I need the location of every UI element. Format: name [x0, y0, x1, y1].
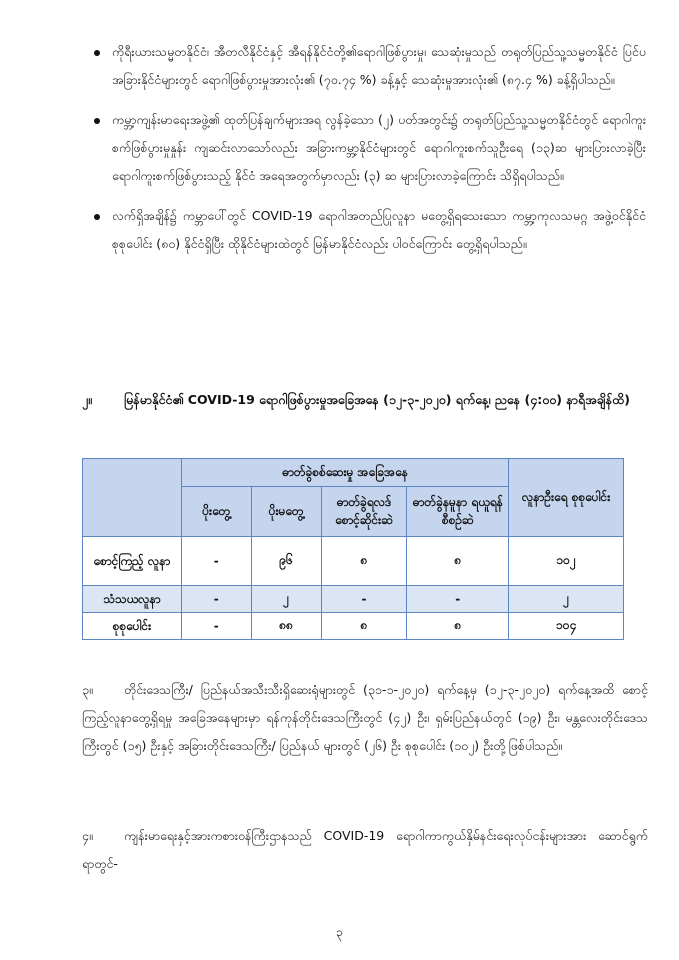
sub-header: ပိုးတွေ့: [181, 487, 251, 537]
bullet-dot-icon: [94, 118, 100, 124]
bullet-text: ကမ္ဘာ့ကျန်းမာရေးအဖွဲ့၏ ထုတ်ပြန်ချက်များအရ လွန်ခဲ့သော (၂) ပတ်အတွင်း၌ တရုတ်ပြည်သူ့သမ္မတနိုင်ငံတွင် ရောဂါကူးစက်ဖြစ်ပွားမှုနှုန်း ကျဆင်းလာသော်လည်း အခြားကမ္ဘာ့နိုင်ငံများတွင် ရောဂါကူးစက်သူဦးရေ (၁၃)ဆ များပြားလာခဲ့ပြီး ရောဂါကူးစက်ဖြစ်ပွားသည့် နိုင်ငံ အရေအတွက်မှာလည်း (၃) ဆ များပြားလာခဲ့ကြောင်း သိရှိရပါသည်။: [112, 112, 646, 183]
paragraph-text: တိုင်းဒေသကြီး/ ပြည်နယ်အသီးသီးရှိဆေးရုံများတွင် (၃၁-၁-၂၀၂၀) ရက်နေ့မှ (၁၂-၃-၂၀၂၀) ရက်နေ့အထိ စောင့်ကြည့်လူနာတွေ့ရှိရမှု အခြေအနေများမှာ ရန်ကုန်တိုင်းဒေသကြီးတွင် (၄၂) ဦး၊ ရှမ်းပြည်နယ်တွင် (၁၉) ဦး၊ မန္တလေးတိုင်းဒေသကြီးတွင် (၁၅) ဦးနှင့် အခြားတိုင်းဒေသကြီး/ ပြည်နယ် များတွင် (၂၆) ဦး စုစုပေါင်း (၁၀၂) ဦးတို့ဖြစ်ပါသည်။: [82, 682, 648, 753]
bullet-text: လက်ရှိအချိန်၌ ကမ္ဘာပေါ်တွင် COVID-19 ရောဂါအတည်ပြုလူနာ မတွေ့ရှိရသေးသော ကမ္ဘာ့ကုလသမဂ္ဂ အဖွဲ့ဝင်နိုင်ငံ စုစုပေါင်း (၈၀) နိုင်ငံရှိပြီး ထိုနိုင်ငံများထဲတွင် မြန်မာနိုင်ငံလည်း ပါဝင်ကြောင်း တွေ့ရှိရပါသည်။: [112, 208, 646, 251]
table-cell: -: [407, 586, 509, 613]
total-header: လူနာဦးရေ စုစုပေါင်း: [509, 459, 624, 537]
bullet-dot-icon: [94, 50, 100, 56]
paragraph-3: [82, 676, 648, 760]
table-row: [83, 586, 624, 613]
table-cell: ၂: [509, 586, 624, 613]
paragraph-4: [82, 822, 648, 878]
paragraph-number: ၄။: [82, 828, 93, 843]
group-header: ဓာတ်ခွဲစစ်ဆေးမှု အခြေအနေ: [181, 459, 508, 487]
page-number: ၃: [336, 925, 343, 939]
section-number: ၂။: [82, 392, 92, 407]
paragraph-number: ၃။: [82, 682, 93, 697]
table-cell: ၈: [407, 613, 509, 640]
row-label: စုစုပေါင်း: [83, 613, 182, 640]
paragraph-text: ကျန်းမာရေးနှင့်အားကစားဝန်ကြီးဌာနသည် COVID-19 ရောဂါကာကွယ်နှိမ်နင်းရေးလုပ်ငန်းများအား ဆောင်ရွက်ရာတွင်-: [82, 828, 648, 871]
row-label: စောင့်ကြည့် လူနာ: [83, 537, 182, 586]
bullet-list: [94, 38, 646, 270]
covid-status-table: [82, 458, 624, 640]
sub-header: ဓာတ်ခွဲနမူနာ ရယူရန် စီစဉ်ဆဲ: [407, 487, 509, 537]
table-cell: -: [181, 537, 251, 586]
section-heading: [82, 386, 648, 414]
corner-header-cell: [83, 459, 182, 537]
bullet-item: [94, 38, 646, 94]
table-cell: ၈၈: [251, 613, 321, 640]
table-cell: ၁၀၄: [509, 613, 624, 640]
table-cell: -: [181, 586, 251, 613]
table-cell: ၉၆: [251, 537, 321, 586]
bullet-item: [94, 106, 646, 190]
bullet-dot-icon: [94, 214, 100, 220]
table-row: [83, 613, 624, 640]
table-row: [83, 537, 624, 586]
table-cell: -: [181, 613, 251, 640]
bullet-item: [94, 202, 646, 258]
sub-header: ဓာတ်ခွဲရလဒ် စောင့်ဆိုင်းဆဲ: [321, 487, 407, 537]
row-label: သံသယလူနာ: [83, 586, 182, 613]
table-cell: ၁၀၂: [509, 537, 624, 586]
section-title: မြန်မာနိုင်ငံ၏ COVID-19 ရောဂါဖြစ်ပွားမှုအခြေအနေ (၁၂-၃-၂၀၂၀) ရက်နေ့၊ ညနေ (၄:၀၀) နာရီအချိန်ထိ): [124, 392, 630, 407]
table-cell: ၈: [321, 613, 407, 640]
table-cell: ၈: [321, 537, 407, 586]
table-cell: ၂: [251, 586, 321, 613]
table-cell: -: [321, 586, 407, 613]
table-cell: ၈: [407, 537, 509, 586]
bullet-text: ကိုရီးယားသမ္မတနိုင်ငံ၊ အီတလီနိုင်ငံနှင့် အီရန်နိုင်ငံတို့၏ရောဂါဖြစ်ပွားမှု၊ သေဆုံးမှုသည် တရုတ်ပြည်သူ့သမ္မတနိုင်ငံ ပြင်ပအခြားနိုင်ငံများတွင် ရောဂါဖြစ်ပွားမှုအားလုံး၏ (၇၀.၇၄ %) ခန့်နှင့် သေဆုံးမှုအားလုံး၏ (၈၇.၄ %) ခန့်ရှိပါသည်။: [112, 44, 646, 87]
sub-header: ပိုးမတွေ့: [251, 487, 321, 537]
